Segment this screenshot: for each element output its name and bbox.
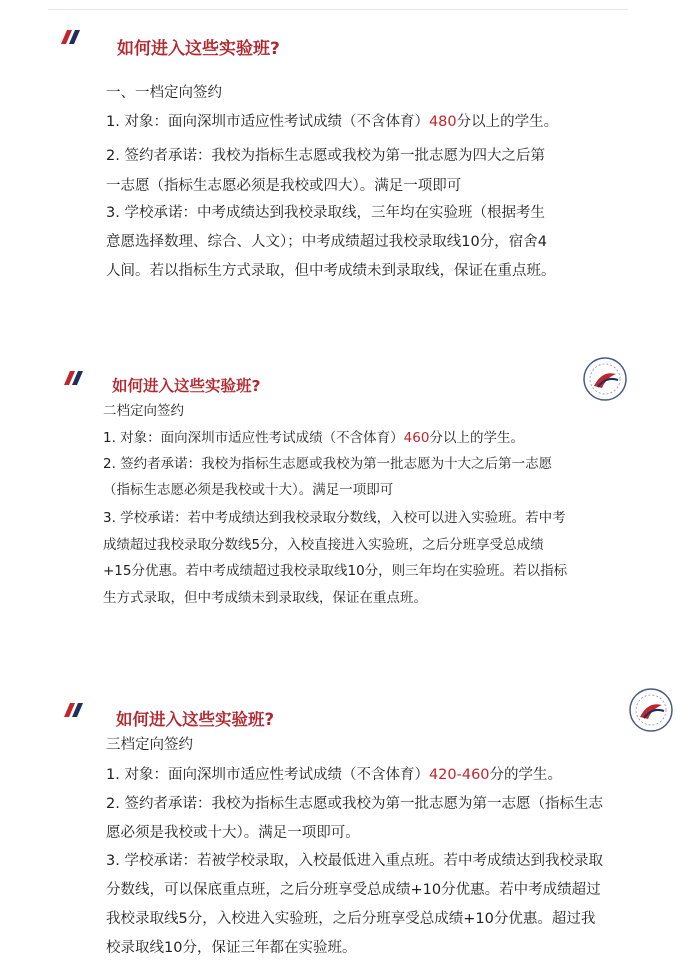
section-subtitle: 二档定向签约 [103, 403, 184, 419]
school-emblem-icon [582, 356, 628, 402]
school-logo-icon [57, 30, 85, 44]
item-3-school-promise [106, 199, 556, 286]
school-logo-icon [60, 371, 88, 385]
text-line: 校录取线10分，保证三年都在实验班。 [106, 940, 357, 956]
text-line: 3. 学校承诺：中考成绩达到我校录取线，三年均在实验班（根据考生 [106, 205, 545, 221]
item-1-target [106, 110, 558, 131]
text-line: 2. 签约者承诺：我校为指标生志愿或我校为第一批志愿为十大之后第一志愿 [103, 456, 553, 472]
text-line: 生方式录取，但中考成绩未到录取线，保证在重点班。 [103, 589, 427, 606]
text-line: 愿必须是我校或十大）。满足一项即可。 [106, 825, 360, 841]
text-line: 2. 签约者承诺：我校为指标生志愿或我校为第一批志愿为四大之后第 [106, 148, 545, 164]
text-line: 3. 学校承诺：若被学校录取，入校最低进入重点班。若中考成绩达到我校录取 [106, 853, 603, 869]
text-line: +15分优惠。若中考成绩超过我校录取线10分，则三年均在实验班。若以指标 [103, 563, 568, 579]
score-highlight: 420-460 [428, 767, 490, 783]
section-subtitle: 一、一档定向签约 [106, 85, 222, 101]
score-highlight: 480 [428, 114, 457, 130]
item-1-suffix: 分的学生。 [489, 767, 563, 783]
item-2-commitment [106, 790, 603, 848]
section-subtitle: 三档定向签约 [106, 737, 193, 753]
text-line: 人间。若以指标生方式录取，但中考成绩未到录取线，保证在重点班。 [106, 263, 556, 279]
section-title: 如何进入这些实验班? [116, 710, 275, 729]
section-title: 如何进入这些实验班? [112, 377, 261, 395]
item-3-school-promise [103, 505, 567, 611]
text-line: （指标生志愿必须是我校或十大）。满足一项即可 [103, 482, 394, 498]
text-line: 一志愿（指标生志愿必须是我校或四大）。满足一项即可 [106, 178, 462, 194]
text-line: 分数线，可以保底重点班，之后分班享受总成绩+10分优惠。若中考成绩超过 [106, 882, 601, 898]
text-line: 成绩超过我校录取分数线5分，入校直接进入实验班，之后分班享受总成绩 [103, 536, 544, 553]
text-line: 意愿选择数理、综合、人文）；中考成绩超过我校录取线10分，宿舍4 [106, 234, 547, 250]
school-emblem-icon [628, 687, 674, 733]
item-2-commitment [103, 451, 552, 503]
score-highlight: 460 [403, 430, 430, 446]
section-title: 如何进入这些实验班? [117, 39, 280, 59]
text-line: 2. 签约者承诺：我校为指标生志愿或我校为第一批志愿为第一志愿（指标生志 [106, 796, 603, 812]
text-line: 我校录取线5分，入校进入实验班，之后分班享受总成绩+10分优惠。超过我 [106, 911, 596, 927]
item-1-prefix: 1. 对象：面向深圳市适应性考试成绩（不含体育） [106, 114, 429, 130]
item-1-target [106, 763, 562, 784]
item-1-prefix: 1. 对象：面向深圳市适应性考试成绩（不含体育） [103, 430, 404, 446]
school-logo-icon [60, 703, 88, 717]
item-1-suffix: 分以上的学生。 [456, 114, 559, 130]
text-line: 3. 学校承诺：若中考成绩达到我校录取分数线，入校可以进入实验班。若中考 [103, 510, 566, 526]
top-divider [48, 9, 628, 10]
item-1-suffix: 分以上的学生。 [429, 430, 524, 446]
item-2-commitment [106, 141, 545, 201]
item-1-target [103, 426, 524, 446]
item-1-prefix: 1. 对象：面向深圳市适应性考试成绩（不含体育） [106, 767, 429, 783]
